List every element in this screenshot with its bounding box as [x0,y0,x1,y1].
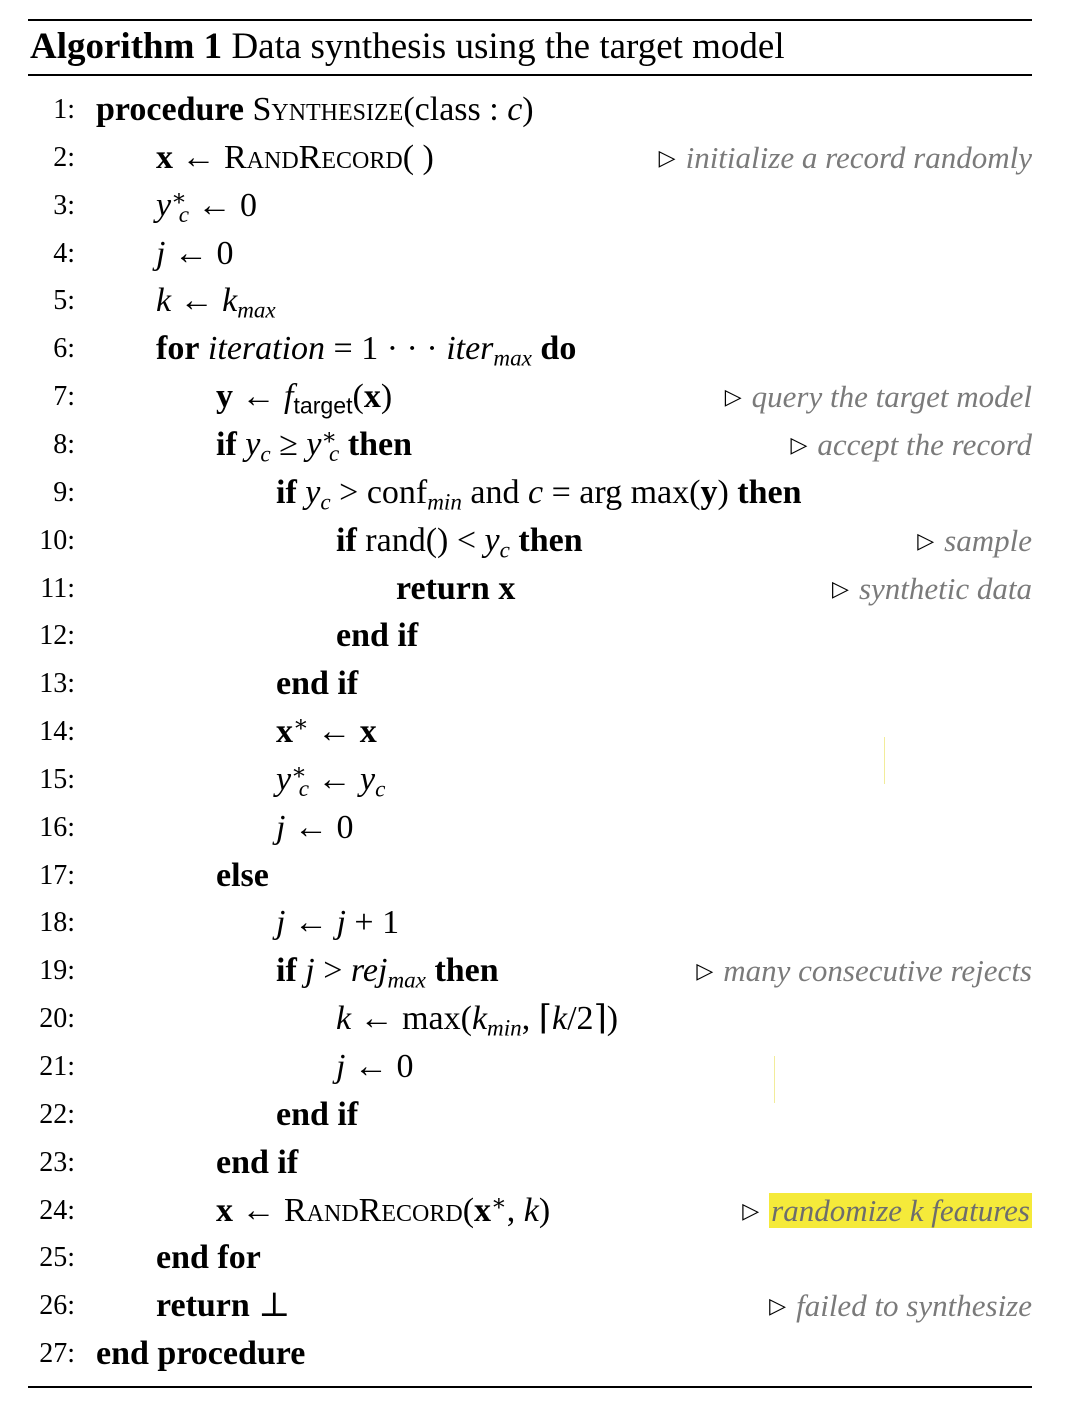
line-code: y ← $f_{target}(x)$ [216,378,393,419]
comment-text: accept the record [817,426,1032,462]
line-number: 7: [53,381,75,413]
line-number: 12: [39,620,75,652]
line-number: 9: [53,476,75,508]
algorithm-line [0,1187,1067,1235]
line-code: k ← $k_{max}$ [156,282,276,324]
comment-text: query the target model [751,379,1032,415]
highlight-mark [774,1056,775,1103]
caption-rule [28,74,1032,76]
algorithm-caption [30,24,785,70]
algorithm-line [0,1139,1067,1187]
line-number: 1: [53,94,75,125]
algorithm-line [0,1330,1067,1378]
comment-triangle-icon: ▷ [742,1197,760,1223]
highlighted-comment-text: randomize k features [771,1192,1030,1228]
algorithm-line [0,565,1067,613]
line-code: $y^∗_c$ ← $y_c$ [276,759,386,803]
comment-triangle-icon: ▷ [696,958,714,984]
algorithm-line [0,899,1067,947]
algorithm-line [0,947,1067,995]
line-number: 19: [39,955,75,987]
line-code: if rand() < $y_c$ then [336,521,583,564]
line-number: 5: [53,285,75,317]
comment-text: initialize a record randomly [685,139,1032,175]
algorithm-label: Algorithm 1 [30,26,223,67]
comment-triangle-icon: ▷ [832,575,849,601]
line-number: 21: [39,1051,75,1082]
algorithm-line [0,373,1067,421]
line-code: end for [156,1239,261,1277]
line-comment [769,1282,1032,1333]
line-number: 4: [53,237,75,269]
comment-triangle-icon: ▷ [790,431,808,457]
line-code: j ← 0 [276,808,354,846]
line-code: procedure Synthesize(class : c) [96,91,534,128]
line-number: 22: [39,1098,75,1130]
line-number: 25: [39,1242,75,1274]
line-number: 24: [39,1194,75,1226]
bottom-rule [28,1386,1032,1388]
algorithm-line [0,852,1067,900]
algorithm-line [0,1234,1067,1282]
highlight-mark [884,737,885,784]
line-code: return x [396,569,516,607]
line-code: end if [276,665,359,703]
algorithm-line [0,1043,1067,1091]
algorithm-line [0,1282,1067,1330]
comment-triangle-icon: ▷ [917,527,935,553]
algorithm-line [0,421,1067,469]
line-number: 13: [39,668,75,700]
line-comment [917,517,1032,568]
line-number: 6: [53,333,75,365]
algorithm-line [0,469,1067,517]
algorithm-line [0,325,1067,373]
line-code: end procedure [96,1335,306,1373]
algorithm-line [0,756,1067,804]
comment-text: synthetic data [858,570,1032,606]
line-number: 14: [39,716,75,748]
line-number: 3: [53,189,75,221]
algorithm-line [0,134,1067,182]
line-code: if $y_c \ge y^∗_c$ then [216,424,413,468]
line-number: 20: [39,1003,75,1035]
comment-text: sample [944,522,1032,558]
line-code: end if [276,1095,359,1133]
line-number: 18: [39,907,75,939]
algorithm-line [0,1091,1067,1139]
algorithm-line [0,660,1067,708]
algorithm-line [0,277,1067,325]
algorithm-line [0,230,1067,278]
line-number: 27: [39,1338,75,1370]
algorithm-title: Data synthesis using the target model [231,26,785,67]
line-code: x∗ ← x [276,711,377,751]
algorithm-line [0,182,1067,230]
line-code: end if [336,617,419,655]
algorithm-line [0,708,1067,756]
line-code: if j > rej$_{max}$ then [276,952,499,994]
line-code: x ← RandRecord(x∗, k) [216,1190,551,1229]
line-comment [696,947,1032,998]
algorithm-line [0,995,1067,1043]
line-code: end if [216,1143,299,1181]
line-code: for iteration = 1 · · · iter$_{max}$ do [156,330,577,372]
line-comment [832,565,1032,616]
line-number: 8: [53,428,75,460]
line-comment [790,421,1032,472]
comment-text: failed to synthesize [796,1288,1032,1324]
line-number: 11: [40,572,75,604]
line-comment [742,1187,1032,1238]
line-number: 16: [39,811,75,843]
algorithm-line [0,517,1067,565]
line-comment [725,373,1032,424]
comment-triangle-icon: ▷ [658,144,676,170]
line-number: 17: [39,859,75,891]
line-number: 26: [39,1290,75,1322]
comment-triangle-icon: ▷ [769,1293,787,1319]
line-code: if $y_c$ > conf$_{min}$ and c = arg max(y) then [276,473,802,516]
algorithm-line [0,86,1067,134]
comment-triangle-icon: ▷ [724,384,742,410]
line-number: 2: [53,141,75,173]
line-code: j ← j + 1 [276,904,400,942]
algorithm-line [0,612,1067,660]
algorithm-line [0,804,1067,852]
comment-text: many consecutive rejects [723,953,1032,989]
line-code: $y^∗_c$ ← 0 [156,185,257,229]
line-code: return ⊥ [156,1287,291,1325]
line-number: 10: [39,524,75,556]
line-code: j ← 0 [336,1048,414,1085]
line-code: else [216,856,269,894]
line-code: j ← 0 [156,234,234,272]
line-code: x ← RandRecord( ) [156,138,434,176]
line-comment [659,134,1032,185]
line-number: 23: [39,1146,75,1178]
line-code: k ← $\max(k_{min}$, ⌈k/2⌉) [336,1000,619,1042]
line-number: 15: [39,763,75,795]
top-rule [28,19,1032,21]
